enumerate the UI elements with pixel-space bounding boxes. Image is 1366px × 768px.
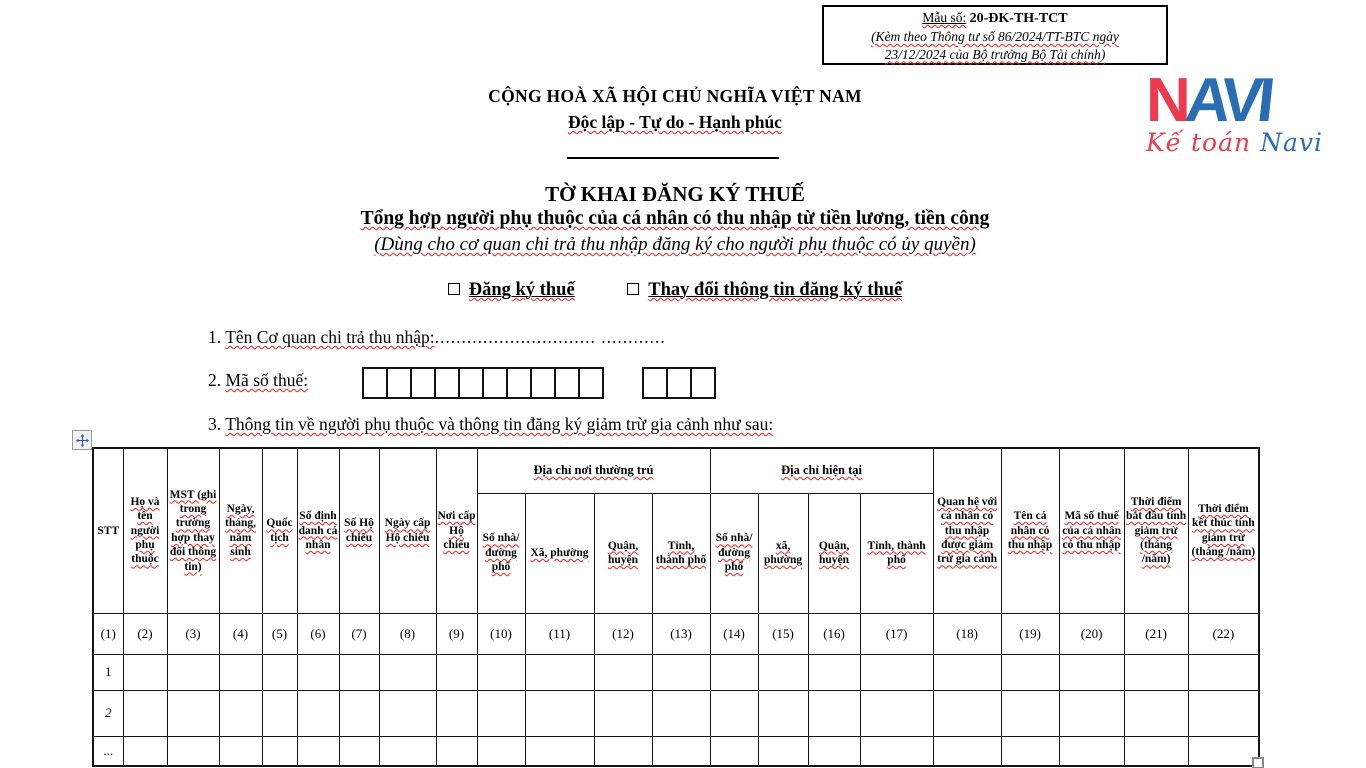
table-empty-cell[interactable] [652, 654, 710, 690]
table-empty-cell[interactable] [525, 654, 594, 690]
col-header-quan-huyen-tt: Quận, huyện [594, 493, 652, 613]
table-empty-cell[interactable] [219, 654, 262, 690]
table-empty-cell[interactable] [167, 736, 219, 766]
column-number-cell: (8) [379, 613, 436, 654]
group-header-thuong-tru: Địa chỉ nơi thường trú [477, 448, 710, 493]
table-empty-cell[interactable] [167, 654, 219, 690]
field-tax-code [208, 370, 308, 391]
option-dang-ky-thue[interactable] [448, 280, 575, 300]
column-number-cell: (2) [123, 613, 167, 654]
col-header-ngay-cap: Ngày cấp Hộ chiếu [379, 448, 436, 613]
tax-code-digit-box[interactable] [410, 367, 436, 399]
form-circular-line2: 23/12/2024 của Bộ trưởng Bộ Tài chính) [884, 46, 1106, 62]
table-empty-cell[interactable] [525, 736, 594, 766]
table-empty-cell[interactable] [1001, 736, 1059, 766]
table-empty-cell[interactable] [808, 736, 860, 766]
table-empty-cell[interactable] [808, 654, 860, 690]
tax-code-digit-box[interactable] [530, 367, 556, 399]
registration-type-options [0, 280, 1350, 301]
column-number-cell: (7) [339, 613, 379, 654]
form-usage-note: (Dùng cho cơ quan chi trả thu nhập đăng ký cho người phụ thuộc có ủy quyền) [374, 234, 976, 255]
national-motto: Độc lập - Tự do - Hạnh phúc [568, 112, 782, 132]
table-empty-cell[interactable] [933, 690, 1001, 736]
dependents-table [92, 447, 1260, 767]
column-number-cell: (15) [758, 613, 808, 654]
table-empty-cell[interactable] [860, 654, 933, 690]
table-empty-cell[interactable] [1059, 690, 1124, 736]
navi-logo-tagline: Kế toán Navi [1146, 128, 1323, 157]
table-empty-cell[interactable] [1124, 654, 1188, 690]
item3-label: Thông tin về người phụ thuộc và thông tin đăng ký giảm trừ gia cảnh như sau: [225, 414, 774, 434]
table-empty-cell[interactable] [297, 654, 339, 690]
agency-name-fill-in[interactable]: .............................. ............ [434, 327, 666, 347]
form-number-label: Mẫu số: [922, 10, 967, 25]
table-empty-cell[interactable] [339, 654, 379, 690]
table-empty-cell[interactable] [379, 690, 436, 736]
table-empty-cell[interactable] [1188, 654, 1259, 690]
table-resize-handle[interactable] [1252, 757, 1264, 768]
col-header-xa-phuong-ht: xã, phường [758, 493, 808, 613]
col-header-so-ho-chieu: Số Hộ chiếu [339, 448, 379, 613]
item1-label: Tên Cơ quan chi trả thu nhập: [225, 327, 435, 347]
table-empty-cell[interactable] [1188, 736, 1259, 766]
move-arrows-icon [76, 434, 89, 447]
col-header-quan-huyen-ht: Quận, huyện [808, 493, 860, 613]
tax-code-digit-box[interactable] [458, 367, 484, 399]
col-header-ket-thuc-giam-tru: Thời điểm kết thúc tính giảm trừ (tháng /năm) [1188, 448, 1259, 613]
table-move-handle-icon[interactable] [72, 430, 92, 450]
table-empty-cell[interactable] [933, 654, 1001, 690]
col-header-so-nha-tt: Số nhà/ đường phố [477, 493, 525, 613]
tax-code-suffix-box[interactable] [642, 367, 668, 399]
table-empty-cell[interactable] [1059, 736, 1124, 766]
column-number-cell: (13) [652, 613, 710, 654]
table-empty-cell[interactable] [262, 690, 297, 736]
form-circular-line1: (Kèm theo Thông tư số 86/2024/TT-BTC ngày [871, 29, 1119, 45]
tax-code-suffix-box[interactable] [690, 367, 716, 399]
col-header-noi-cap: Nơi cấp Hộ chiếu [436, 448, 477, 613]
form-number-code: 20-ĐK-TH-TCT [969, 11, 1068, 26]
col-header-so-nha-ht: Số nhà/ đường phố [710, 493, 758, 613]
tax-code-boxes-main [362, 367, 604, 399]
tax-code-digit-box[interactable] [578, 367, 604, 399]
table-empty-cell[interactable] [860, 736, 933, 766]
table-empty-cell[interactable] [477, 690, 525, 736]
table-empty-cell[interactable] [1059, 654, 1124, 690]
column-number-cell: (10) [477, 613, 525, 654]
form-number-box [822, 5, 1168, 65]
table-empty-cell[interactable] [594, 654, 652, 690]
table-empty-cell[interactable] [123, 654, 167, 690]
divider-line [567, 157, 779, 159]
checkbox-icon[interactable] [448, 283, 460, 295]
table-empty-cell[interactable] [1124, 736, 1188, 766]
tax-code-digit-box[interactable] [506, 367, 532, 399]
navi-logo-wordmark: NAVI [1146, 66, 1274, 135]
col-header-ngay-sinh: Ngày, tháng, năm sinh [219, 448, 262, 613]
table-empty-cell[interactable] [262, 736, 297, 766]
column-number-cell: (18) [933, 613, 1001, 654]
form-subtitle: Tổng hợp người phụ thuộc của cá nhân có thu nhập từ tiền lương, tiền công [360, 208, 990, 229]
tax-code-digit-box[interactable] [554, 367, 580, 399]
col-header-stt: STT [93, 448, 123, 613]
table-empty-cell[interactable] [758, 654, 808, 690]
column-number-cell: (11) [525, 613, 594, 654]
table-empty-cell[interactable] [436, 736, 477, 766]
table-empty-cell[interactable] [219, 736, 262, 766]
table-empty-cell[interactable] [594, 690, 652, 736]
table-empty-cell[interactable] [297, 690, 339, 736]
field-dependents-info [208, 414, 773, 435]
table-row [93, 654, 1259, 690]
table-empty-cell[interactable] [436, 690, 477, 736]
table-empty-cell[interactable] [477, 736, 525, 766]
table-empty-cell[interactable] [758, 736, 808, 766]
field-agency-name [208, 327, 666, 348]
table-empty-cell[interactable] [933, 736, 1001, 766]
column-number-cell: (19) [1001, 613, 1059, 654]
column-number-cell: (4) [219, 613, 262, 654]
table-empty-cell[interactable] [167, 690, 219, 736]
col-header-quan-he: Quan hệ với cá nhân có thu nhập được giảm trừ gia cảnh [933, 448, 1001, 613]
col-header-ho-ten: Họ và tên người phụ thuộc [123, 448, 167, 613]
row-index-cell: 1 [93, 654, 123, 690]
col-header-bat-dau-giam-tru: Thời điểm bắt đầu tính giảm trừ (tháng /năm) [1124, 448, 1188, 613]
table-empty-cell[interactable] [710, 690, 758, 736]
col-header-mst-ca-nhan: Mã số thuế của cá nhân có thu nhập [1059, 448, 1124, 613]
tax-code-suffix-box[interactable] [666, 367, 692, 399]
group-header-hien-tai: Địa chỉ hiện tại [710, 448, 933, 493]
table-empty-cell[interactable] [123, 690, 167, 736]
table-empty-cell[interactable] [808, 690, 860, 736]
option-label: Đăng ký thuế [468, 280, 575, 300]
col-header-tinh-tp-tt: Tỉnh, thành phố [652, 493, 710, 613]
table-empty-cell[interactable] [436, 654, 477, 690]
column-number-cell: (20) [1059, 613, 1124, 654]
column-number-cell: (5) [262, 613, 297, 654]
table-empty-cell[interactable] [652, 736, 710, 766]
col-header-quoc-tich: Quốc tịch [262, 448, 297, 613]
column-number-cell: (22) [1188, 613, 1259, 654]
table-empty-cell[interactable] [219, 690, 262, 736]
table-empty-cell[interactable] [379, 736, 436, 766]
table-empty-cell[interactable] [1001, 654, 1059, 690]
table-empty-cell[interactable] [1188, 690, 1259, 736]
column-number-cell: (16) [808, 613, 860, 654]
table-empty-cell[interactable] [123, 736, 167, 766]
form-title: TỜ KHAI ĐĂNG KÝ THUẾ [545, 182, 805, 206]
tax-code-digit-box[interactable] [482, 367, 508, 399]
table-empty-cell[interactable] [477, 654, 525, 690]
row-index-cell: ... [93, 736, 123, 766]
option-thay-doi-thong-tin[interactable] [627, 280, 902, 300]
col-header-xa-phuong-tt: Xã, phường [525, 493, 594, 613]
column-number-cell: (14) [710, 613, 758, 654]
table-row [93, 690, 1259, 736]
table-empty-cell[interactable] [297, 736, 339, 766]
checkbox-icon[interactable] [627, 283, 639, 295]
tax-code-digit-box[interactable] [362, 367, 388, 399]
tax-code-boxes-suffix [642, 367, 716, 399]
column-number-cell: (12) [594, 613, 652, 654]
table-empty-cell[interactable] [594, 736, 652, 766]
table-row [93, 736, 1259, 766]
table-empty-cell[interactable] [339, 736, 379, 766]
tax-code-digit-box[interactable] [434, 367, 460, 399]
table-empty-cell[interactable] [525, 690, 594, 736]
table-empty-cell[interactable] [860, 690, 933, 736]
column-number-cell: (17) [860, 613, 933, 654]
item1-number: 1. [208, 327, 222, 347]
row-index-cell: 2 [93, 690, 123, 736]
national-title: CỘNG HOÀ XÃ HỘI CHỦ NGHĨA VIỆT NAM [488, 86, 862, 106]
table-empty-cell[interactable] [652, 690, 710, 736]
col-header-so-dinh-danh: Số định danh cá nhân [297, 448, 339, 613]
table-empty-cell[interactable] [1124, 690, 1188, 736]
col-header-mst: MST (ghi trong trường hợp thay đổi thông tin) [167, 448, 219, 613]
item2-label: Mã số thuế: [225, 370, 309, 390]
column-number-cell: (21) [1124, 613, 1188, 654]
column-number-cell: (6) [297, 613, 339, 654]
tax-code-digit-box[interactable] [386, 367, 412, 399]
table-empty-cell[interactable] [1001, 690, 1059, 736]
item3-number: 3. [208, 414, 222, 434]
column-number-cell: (3) [167, 613, 219, 654]
column-number-cell: (1) [93, 613, 123, 654]
table-empty-cell[interactable] [339, 690, 379, 736]
table-empty-cell[interactable] [710, 654, 758, 690]
option-label: Thay đổi thông tin đăng ký thuế [648, 280, 903, 300]
table-empty-cell[interactable] [758, 690, 808, 736]
column-number-cell: (9) [436, 613, 477, 654]
table-empty-cell[interactable] [710, 736, 758, 766]
col-header-ten-ca-nhan: Tên cá nhân có thu nhập [1001, 448, 1059, 613]
item2-number: 2. [208, 370, 222, 390]
table-empty-cell[interactable] [379, 654, 436, 690]
form-number-line [824, 9, 1166, 28]
table-empty-cell[interactable] [262, 654, 297, 690]
col-header-tinh-tp-ht: Tỉnh, thành phố [860, 493, 933, 613]
